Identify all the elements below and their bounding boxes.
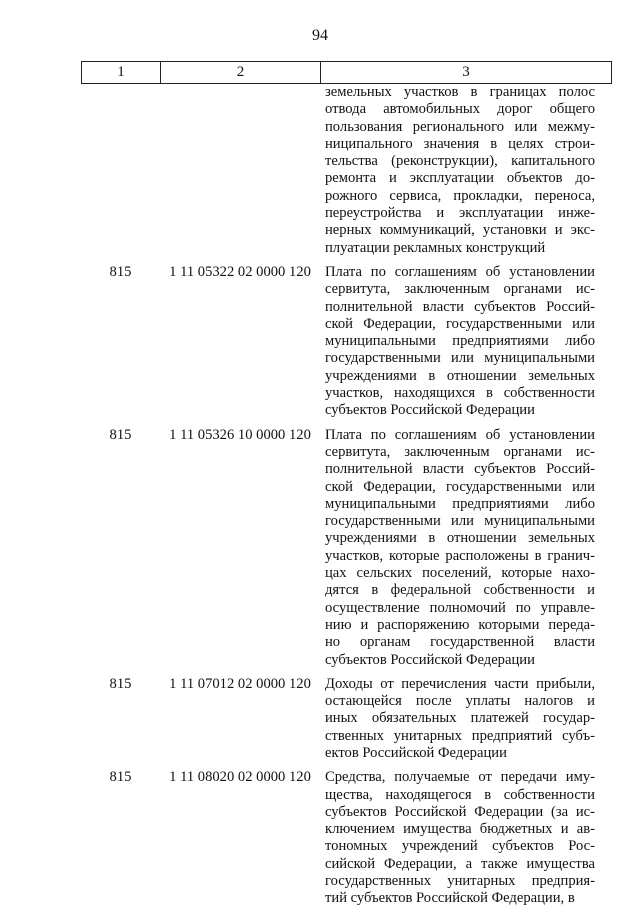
description-line: полнительной власти субъектов Россий-	[325, 298, 595, 315]
description-line: Плата по соглашениям об установлении	[325, 426, 595, 443]
description-line: щества, находящегося в собственности	[325, 786, 595, 803]
budget-classification-code: 1 11 05322 02 0000 120	[169, 263, 311, 280]
description-line: иных обязательных платежей государ-	[325, 710, 595, 727]
description-line: рожного сервиса, прокладки, переноса,	[325, 187, 595, 204]
description-line: отвода автомобильных дорог общего	[325, 101, 595, 118]
description-line: цах сельских поселений, которые нахо-	[325, 565, 595, 582]
description-line: сийской Федерации, а также имущества	[325, 855, 595, 872]
description-line: ектов Российской Федерации	[325, 744, 507, 761]
admin-code: 815	[109, 426, 132, 443]
description-line: участков, находящихся в собственности	[325, 385, 595, 402]
description-line: Средства, получаемые от передачи иму-	[325, 769, 595, 786]
description-line: но органам государственной власти	[325, 634, 595, 651]
description-line: ремонта и эксплуатации объектов до-	[325, 170, 595, 187]
header-col-3: 3	[462, 64, 470, 80]
description-line: Доходы от перечисления части прибыли,	[325, 675, 595, 692]
description-line: государственными или муниципальными	[325, 350, 595, 367]
description-line: тономных учреждений субъектов Рос-	[325, 838, 595, 855]
table-body	[81, 84, 612, 908]
description-line: ской Федерации, государственными или	[325, 478, 595, 495]
description-line: участков, которые расположены в гранич-	[325, 547, 595, 564]
description-line: субъектов Российской Федерации (за ис-	[325, 803, 595, 820]
description-line: полнительной власти субъектов Россий-	[325, 461, 595, 478]
income-description	[325, 769, 595, 907]
description-line: земельных участков в границах полос	[325, 84, 595, 100]
description-line: сервитута, заключенным органами ис-	[325, 443, 595, 460]
description-line: ственных унитарных предприятий субъ-	[325, 727, 595, 744]
table-row	[81, 84, 612, 257]
description-line: субъектов Российской Федерации	[325, 402, 535, 419]
description-line: осуществление полномочий по управле-	[325, 599, 595, 616]
description-line: переустройства и эксплуатации инже-	[325, 205, 595, 222]
budget-classification-code: 1 11 05326 10 0000 120	[169, 426, 311, 443]
description-line: субъектов Российской Федерации	[325, 651, 535, 668]
income-description	[325, 427, 595, 669]
description-line: ской Федерации, государственными или	[325, 315, 595, 332]
description-line: государственных унитарных предприя-	[325, 873, 595, 890]
table-row	[81, 769, 612, 907]
income-description	[325, 676, 595, 762]
header-col-1: 1	[82, 62, 161, 83]
description-line: муниципальными предприятиями либо	[325, 333, 595, 350]
description-line: плуатации рекламных конструкций	[325, 239, 546, 256]
description-line: учреждениями в отношении земельных	[325, 530, 595, 547]
description-line: сервитута, заключенным органами ис-	[325, 281, 595, 298]
table-row	[81, 427, 612, 669]
description-line: Плата по соглашениям об установлении	[325, 263, 595, 280]
description-line: тельства (реконструкции), капитального	[325, 153, 595, 170]
table-row	[81, 264, 612, 420]
page-number: 94	[312, 27, 328, 44]
description-line: нию и распоряжению которыми переда-	[325, 616, 595, 633]
description-line: муниципальными предприятиями либо	[325, 495, 595, 512]
description-line: ключением имущества бюджетных и ав-	[325, 821, 595, 838]
description-line: остающейся после уплаты налогов и	[325, 693, 595, 710]
description-line: учреждениями в отношении земельных	[325, 367, 595, 384]
description-line: тий субъектов Российской Федерации, в	[325, 890, 575, 907]
admin-code: 815	[109, 769, 132, 786]
description-line: дятся в федеральной собственности и	[325, 582, 595, 599]
budget-classification-code: 1 11 07012 02 0000 120	[169, 675, 311, 692]
income-description	[325, 264, 595, 420]
description-line: пользования регионального или межму-	[325, 118, 595, 135]
table-row	[81, 676, 612, 762]
admin-code: 815	[109, 675, 132, 692]
admin-code	[81, 84, 160, 257]
income-description	[325, 84, 595, 257]
budget-classification-code	[160, 84, 320, 257]
description-line: государственными или муниципальными	[325, 513, 595, 530]
admin-code: 815	[109, 263, 132, 280]
description-line: нерных коммуникаций, установки и экс-	[325, 222, 595, 239]
header-col-2: 2	[161, 62, 321, 83]
description-line: ниципального значения в целях строи-	[325, 135, 595, 152]
budget-classification-code: 1 11 08020 02 0000 120	[169, 769, 311, 786]
table-header	[81, 61, 612, 84]
